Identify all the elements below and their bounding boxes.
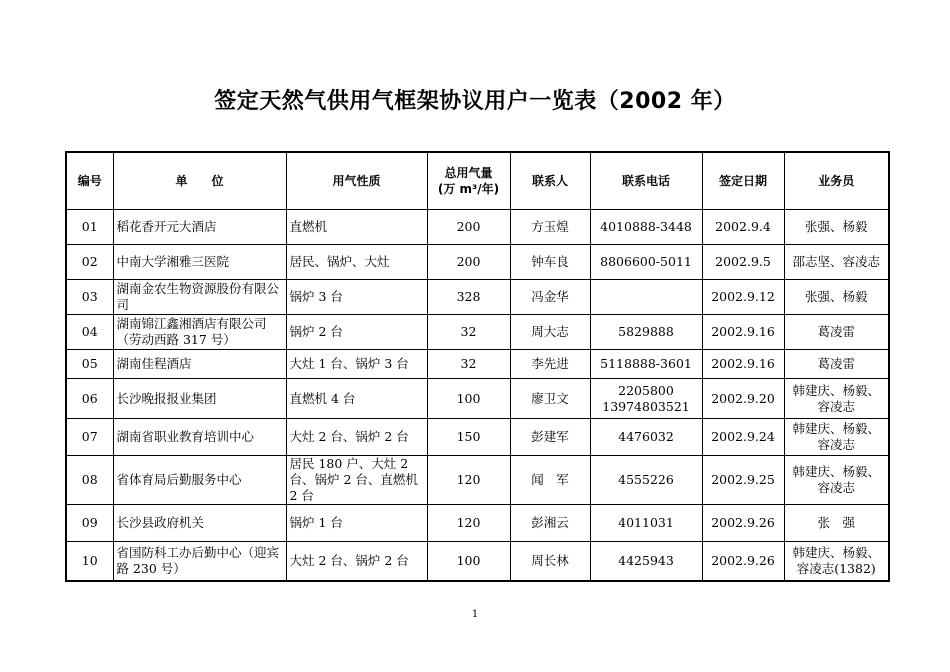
cell-no: 01: [66, 210, 113, 245]
cell-contact: 方玉煌: [510, 210, 590, 245]
header-volume: [427, 152, 510, 210]
cell-nature: 大灶 1 台、锅炉 3 台: [286, 350, 427, 379]
cell-no: 10: [66, 542, 113, 581]
cell-nature: 锅炉 1 台: [286, 505, 427, 542]
cell-staff: 韩建庆、杨毅、容凌志: [784, 379, 889, 419]
phone-line: 4011031: [618, 515, 674, 530]
cell-staff: 葛凌雷: [784, 315, 889, 350]
cell-phone: [590, 350, 702, 379]
cell-date: 2002.9.4: [702, 210, 784, 245]
cell-phone: [590, 542, 702, 581]
cell-volume: 200: [427, 210, 510, 245]
cell-nature: 锅炉 3 台: [286, 280, 427, 315]
header-phone: 联系电话: [590, 152, 702, 210]
cell-volume: 328: [427, 280, 510, 315]
header-contact: 联系人: [510, 152, 590, 210]
header-staff: 业务员: [784, 152, 889, 210]
cell-volume: 32: [427, 350, 510, 379]
header-date: 签定日期: [702, 152, 784, 210]
header-volume-line1: 总用气量: [444, 166, 493, 180]
cell-nature: 大灶 2 台、锅炉 2 台: [286, 419, 427, 456]
cell-staff: 韩建庆、杨毅、容凌志: [784, 419, 889, 456]
phone-line: 5829888: [618, 324, 674, 339]
user-table: [65, 151, 890, 582]
cell-nature: 直燃机 4 台: [286, 379, 427, 419]
cell-phone: [590, 419, 702, 456]
table-row: [66, 419, 889, 456]
cell-staff: 邵志坚、容凌志: [784, 245, 889, 280]
table-row: [66, 350, 889, 379]
cell-volume: 120: [427, 505, 510, 542]
table-row: [66, 379, 889, 419]
header-nature: 用气性质: [286, 152, 427, 210]
cell-unit: 湖南佳程酒店: [113, 350, 286, 379]
cell-staff: 张强、杨毅: [784, 280, 889, 315]
table-row: [66, 456, 889, 505]
cell-contact: 李先进: [510, 350, 590, 379]
page-title: 签定天然气供用气框架协议用户一览表（2002 年）: [214, 89, 736, 114]
cell-no: 07: [66, 419, 113, 456]
header-no: 编号: [66, 152, 113, 210]
cell-date: 2002.9.16: [702, 315, 784, 350]
header-row: [66, 152, 889, 210]
table-row: [66, 280, 889, 315]
cell-no: 08: [66, 456, 113, 505]
cell-unit: 省国防科工办后勤中心（迎宾路 230 号）: [113, 542, 286, 581]
cell-volume: 100: [427, 379, 510, 419]
table-row: [66, 505, 889, 542]
cell-nature: 锅炉 2 台: [286, 315, 427, 350]
table-row: [66, 315, 889, 350]
cell-staff: 葛凌雷: [784, 350, 889, 379]
cell-volume: 100: [427, 542, 510, 581]
cell-contact: 周长林: [510, 542, 590, 581]
cell-nature: 居民、锅炉、大灶: [286, 245, 427, 280]
cell-unit: 湖南金农生物资源股份有限公司: [113, 280, 286, 315]
cell-contact: 廖卫文: [510, 379, 590, 419]
phone-line: 2205800: [618, 382, 674, 398]
cell-phone: [590, 505, 702, 542]
table-row: [66, 210, 889, 245]
cell-unit: 湖南省职业教育培训中心: [113, 419, 286, 456]
cell-staff: 张强、杨毅: [784, 210, 889, 245]
cell-unit: 湖南锦江鑫湘酒店有限公司（劳动西路 317 号）: [113, 315, 286, 350]
cell-phone: [590, 456, 702, 505]
page-number: 1: [471, 609, 479, 620]
cell-contact: 闻 军: [510, 456, 590, 505]
cell-nature: 大灶 2 台、锅炉 2 台: [286, 542, 427, 581]
header-volume-line2: (万 m³/年): [437, 182, 500, 196]
cell-no: 04: [66, 315, 113, 350]
cell-no: 03: [66, 280, 113, 315]
cell-nature: 直燃机: [286, 210, 427, 245]
cell-contact: 周大志: [510, 315, 590, 350]
table-row: [66, 245, 889, 280]
cell-staff: 张 强: [784, 505, 889, 542]
cell-nature: 居民 180 户、大灶 2 台、锅炉 2 台、直燃机 2 台: [286, 456, 427, 505]
cell-contact: 冯金华: [510, 280, 590, 315]
phone-line-2: 13974803521: [602, 398, 690, 414]
cell-date: 2002.9.26: [702, 505, 784, 542]
cell-contact: 彭湘云: [510, 505, 590, 542]
cell-date: 2002.9.26: [702, 542, 784, 581]
cell-date: 2002.9.25: [702, 456, 784, 505]
table-row: [66, 542, 889, 581]
cell-phone: [590, 210, 702, 245]
cell-unit: 长沙县政府机关: [113, 505, 286, 542]
cell-phone: [590, 280, 702, 315]
cell-no: 06: [66, 379, 113, 419]
phone-line: 8806600-5011: [600, 254, 692, 269]
cell-unit: 中南大学湘雅三医院: [113, 245, 286, 280]
phone-line: 4555226: [618, 472, 674, 487]
cell-volume: 200: [427, 245, 510, 280]
cell-unit: 稻花香开元大酒店: [113, 210, 286, 245]
cell-date: 2002.9.24: [702, 419, 784, 456]
cell-volume: 120: [427, 456, 510, 505]
cell-phone: [590, 379, 702, 419]
cell-unit: 长沙晚报报业集团: [113, 379, 286, 419]
phone-line: 4476032: [618, 429, 674, 444]
cell-contact: 钟车良: [510, 245, 590, 280]
cell-phone: [590, 245, 702, 280]
phone-line: 5118888-3601: [600, 356, 692, 371]
cell-no: 05: [66, 350, 113, 379]
cell-date: 2002.9.16: [702, 350, 784, 379]
cell-staff: 韩建庆、杨毅、容凌志: [784, 456, 889, 505]
phone-line: 4425943: [618, 552, 674, 568]
cell-date: 2002.9.5: [702, 245, 784, 280]
cell-no: 02: [66, 245, 113, 280]
cell-staff: 韩建庆、杨毅、容凌志(1382): [784, 542, 889, 581]
cell-unit: 省体育局后勤服务中心: [113, 456, 286, 505]
cell-contact: 彭建军: [510, 419, 590, 456]
cell-date: 2002.9.20: [702, 379, 784, 419]
cell-phone: [590, 315, 702, 350]
cell-no: 09: [66, 505, 113, 542]
cell-date: 2002.9.12: [702, 280, 784, 315]
cell-volume: 150: [427, 419, 510, 456]
cell-volume: 32: [427, 315, 510, 350]
header-unit: 单 位: [113, 152, 286, 210]
phone-line: 4010888-3448: [600, 219, 692, 234]
